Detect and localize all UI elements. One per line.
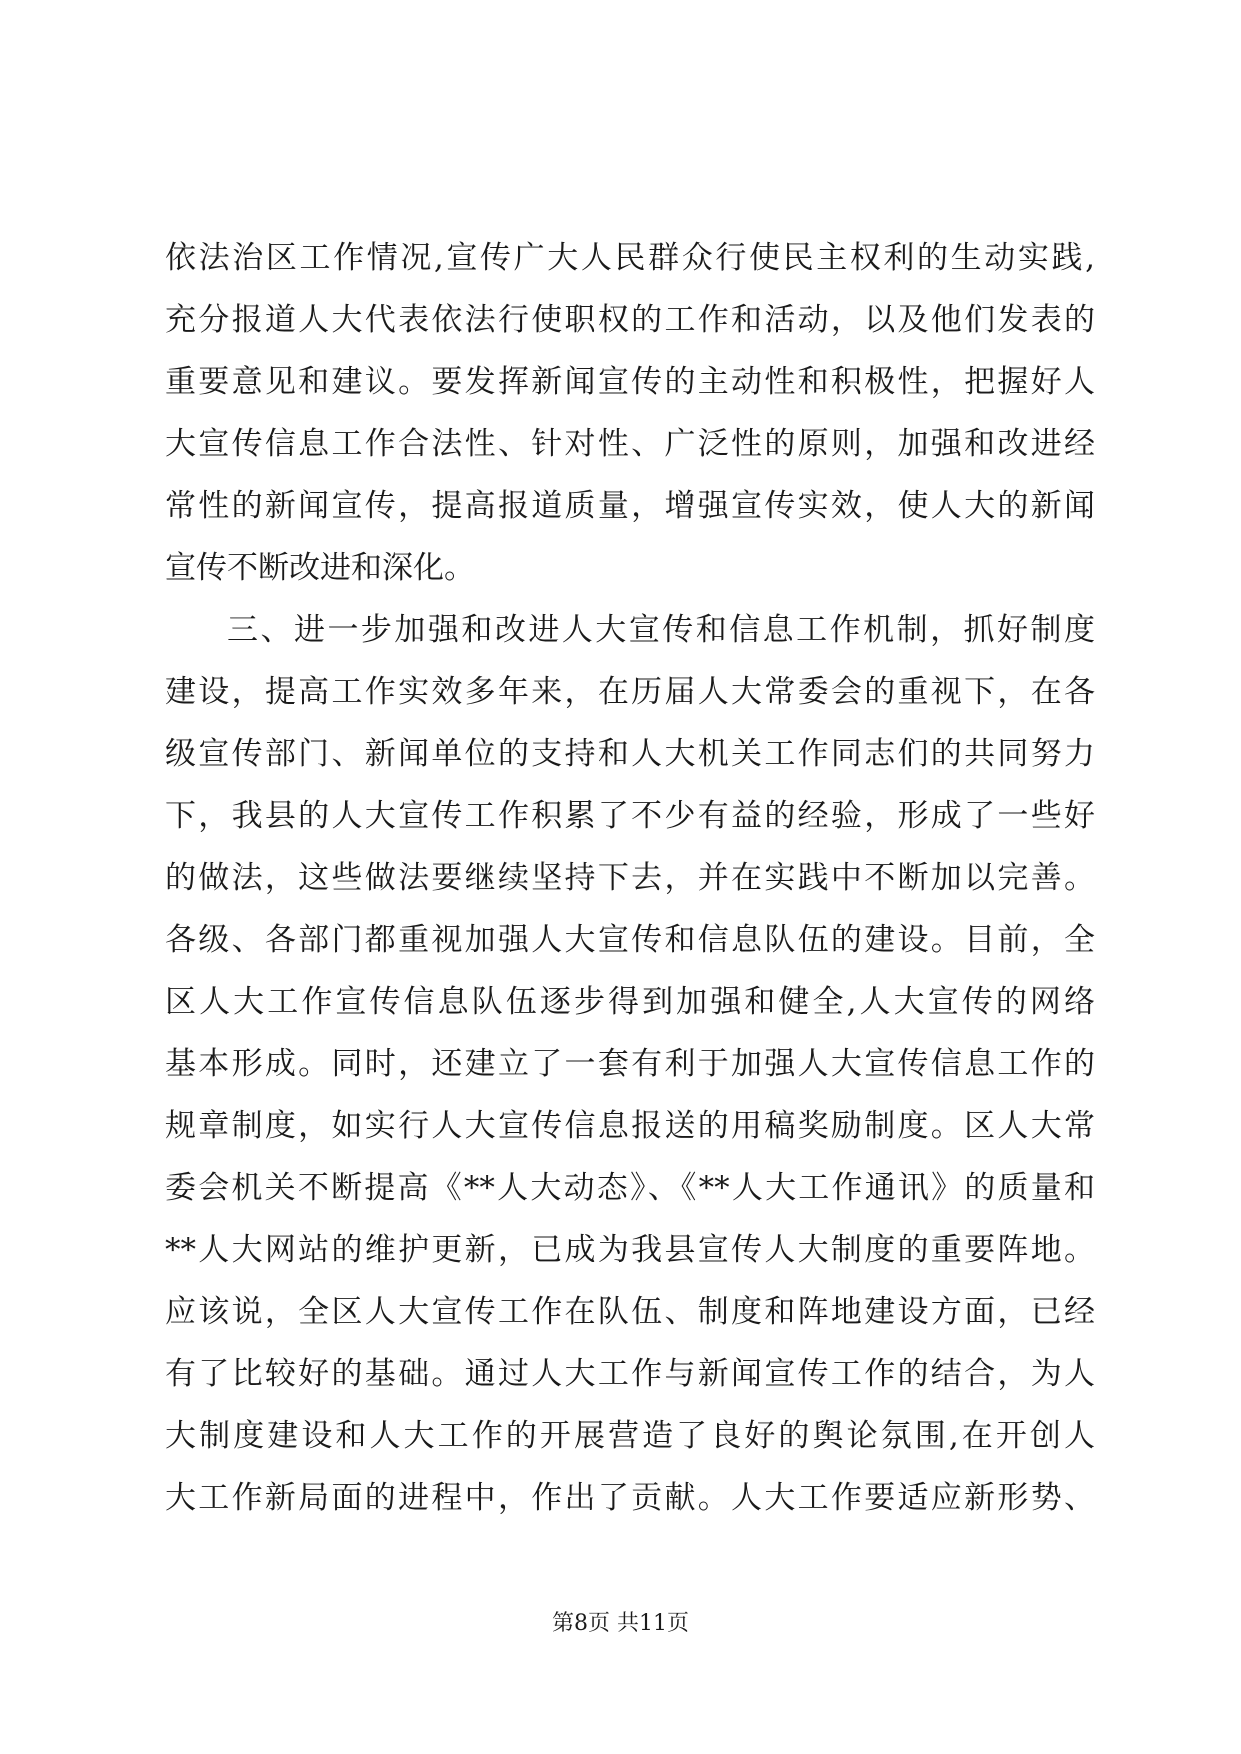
text-line: 级宣传部门、新闻单位的支持和人大机关工作同志们的共同努力 <box>165 736 1095 772</box>
section-heading-line: 三、进一步加强和改进人大宣传和信息工作机制，抓好制度 <box>227 612 1095 648</box>
text-line: 的做法，这些做法要继续坚持下去，并在实践中不断加以完善。 <box>165 860 1095 896</box>
text-line: 大宣传信息工作合法性、针对性、广泛性的原则，加强和改进经 <box>165 426 1095 462</box>
text-line: 重要意见和建议。要发挥新闻宣传的主动性和积极性，把握好人 <box>165 364 1095 400</box>
body-text <box>165 227 1095 1529</box>
text-line: 区人大工作宣传信息队伍逐步得到加强和健全,人大宣传的网络 <box>165 984 1095 1020</box>
text-line: 宣传不断改进和深化。 <box>165 550 475 586</box>
text-line: 应该说，全区人大宣传工作在队伍、制度和阵地建设方面，已经 <box>165 1294 1095 1330</box>
text-line: 有了比较好的基础。通过人大工作与新闻宣传工作的结合，为人 <box>165 1356 1095 1392</box>
page-number-footer: 第8页 共11页 <box>552 1611 689 1636</box>
text-line: 常性的新闻宣传，提高报道质量，增强宣传实效，使人大的新闻 <box>165 488 1095 524</box>
text-line: 下，我县的人大宣传工作积累了不少有益的经验，形成了一些好 <box>165 798 1095 834</box>
text-line: 委会机关不断提高《**人大动态》、《**人大工作通讯》的质量和 <box>165 1170 1095 1206</box>
text-line: **人大网站的维护更新，已成为我县宣传人大制度的重要阵地。 <box>165 1232 1095 1268</box>
text-line: 大工作新局面的进程中，作出了贡献。人大工作要适应新形势、 <box>165 1480 1095 1516</box>
text-line: 充分报道人大代表依法行使职权的工作和活动，以及他们发表的 <box>165 302 1095 338</box>
text-line: 规章制度，如实行人大宣传信息报送的用稿奖励制度。区人大常 <box>165 1108 1095 1144</box>
text-line: 各级、各部门都重视加强人大宣传和信息队伍的建设。目前，全 <box>165 922 1095 958</box>
text-line: 大制度建设和人大工作的开展营造了良好的舆论氛围,在开创人 <box>165 1418 1095 1454</box>
text-line: 基本形成。同时，还建立了一套有利于加强人大宣传信息工作的 <box>165 1046 1095 1082</box>
text-line: 依法治区工作情况,宣传广大人民群众行使民主权利的生动实践, <box>165 240 1095 276</box>
text-line: 建设，提高工作实效多年来，在历届人大常委会的重视下，在各 <box>165 674 1095 710</box>
